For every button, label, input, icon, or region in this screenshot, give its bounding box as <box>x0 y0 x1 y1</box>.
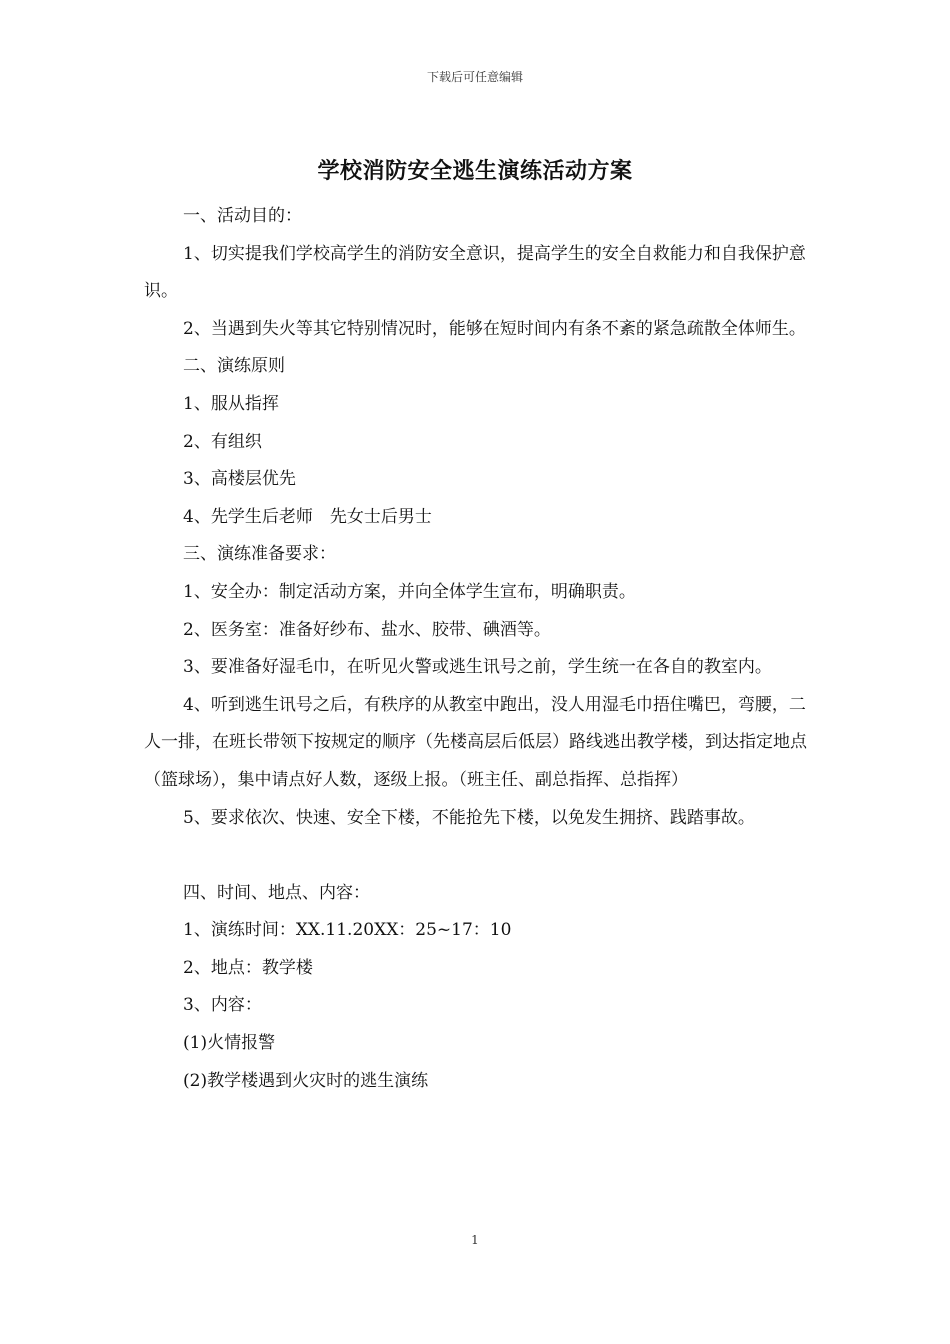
list-item: 2、有组织 <box>183 431 262 452</box>
list-item: 1、服从指挥 <box>183 393 279 414</box>
header-note: 下载后可任意编辑 <box>426 70 523 84</box>
paragraph: 1、切实提我们学校高学生的消防安全意识，提高学生的安全自救能力和自我保护意识。 <box>144 243 806 302</box>
list-item: 3、高楼层优先 <box>183 469 296 490</box>
paragraph: 5、要求依次、快速、安全下楼，不能抢先下楼，以免发生拥挤、践踏事故。 <box>183 807 755 828</box>
section-heading-purpose: 一、活动目的： <box>183 206 302 226</box>
list-item: 4、先学生后老师 先女士后男士 <box>183 506 432 527</box>
list-item: 2、地点：教学楼 <box>183 957 313 978</box>
paragraph: 4、听到逃生讯号之后，有秩序的从教室中跑出，没人用湿毛巾捂住嘴巴，弯腰，二人一排，在班长带领下按规定的顺序（先楼高层后低层）路线逃出教学楼，到达指定地点（篮球场），集中请点好人数，逐级上报。（班主任、副总指挥、总指挥） <box>144 694 807 790</box>
paragraph: 3、要准备好湿毛巾，在听见火警或逃生讯号之前，学生统一在各自的教室内。 <box>183 657 772 678</box>
blank-line <box>144 837 820 875</box>
document-title: 学校消防安全逃生演练活动方案 <box>317 158 633 184</box>
paragraph: 2、当遇到失火等其它特别情况时，能够在短时间内有条不紊的紧急疏散全体师生。 <box>183 318 806 339</box>
list-item: (1)火情报警 <box>183 1033 276 1054</box>
section-heading-requirements: 三、演练准备要求： <box>183 544 336 565</box>
paragraph: 1、安全办：制定活动方案，并向全体学生宣布，明确职责。 <box>183 581 636 602</box>
paragraph: 2、医务室：准备好纱布、盐水、胶带、碘酒等。 <box>183 619 551 640</box>
list-item: 1、演练时间：XX.11.20XX：25~17：10 <box>183 920 512 941</box>
document-body <box>144 198 820 1100</box>
page-number: 1 <box>471 1233 479 1247</box>
section-heading-principles: 二、演练原则 <box>183 356 285 377</box>
list-item: (2)教学楼遇到火灾时的逃生演练 <box>183 1070 429 1091</box>
section-heading-schedule: 四、时间、地点、内容： <box>183 882 370 903</box>
list-item: 3、内容： <box>183 995 262 1016</box>
